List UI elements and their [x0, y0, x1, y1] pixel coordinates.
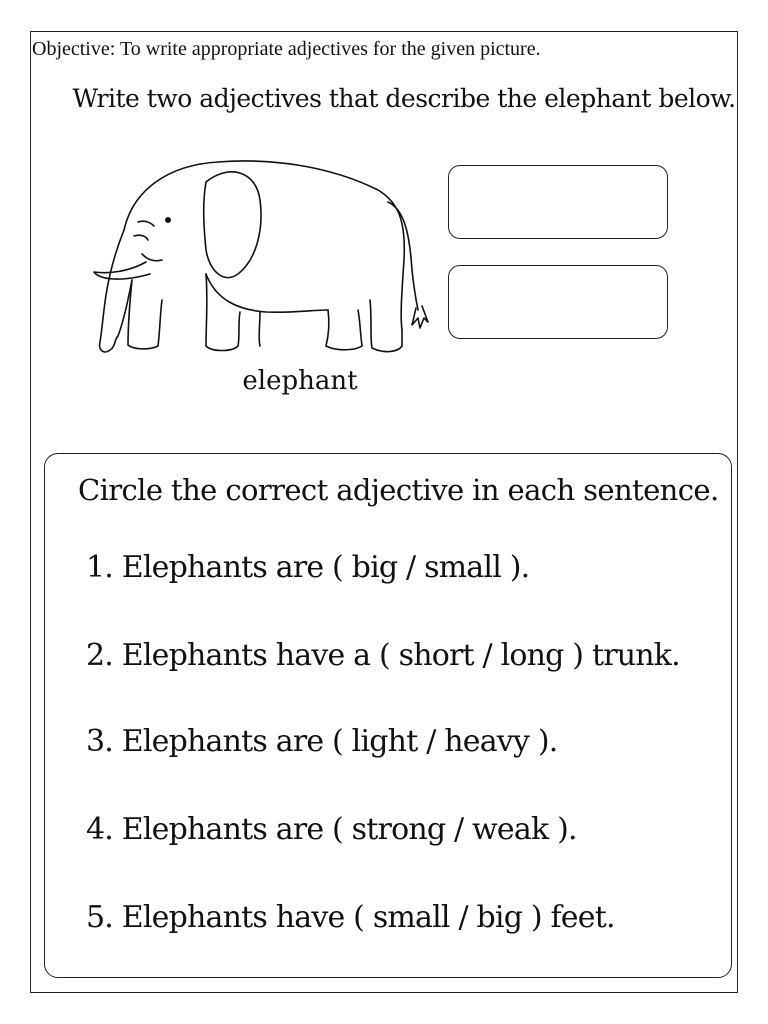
sentence-5: 5. Elephants have ( small / big ) feet. [86, 900, 615, 935]
sentence-2: 2. Elephants have a ( short / long ) trunk. [86, 638, 680, 673]
instruction-text: Write two adjectives that describe the elephant below. [72, 84, 736, 113]
adjective-answer-box-2[interactable] [448, 265, 668, 339]
sentence-4: 4. Elephants are ( strong / weak ). [86, 812, 577, 847]
sentence-3: 3. Elephants are ( light / heavy ). [86, 724, 558, 759]
sentence-1: 1. Elephants are ( big / small ). [86, 550, 530, 585]
adjective-answer-box-1[interactable] [448, 165, 668, 239]
elephant-caption: elephant [242, 366, 358, 396]
panel-title: Circle the correct adjective in each sentence. [78, 473, 719, 507]
elephant-drawing [88, 150, 448, 375]
objective-text: Objective: To write appropriate adjectives for the given picture. [32, 38, 541, 60]
